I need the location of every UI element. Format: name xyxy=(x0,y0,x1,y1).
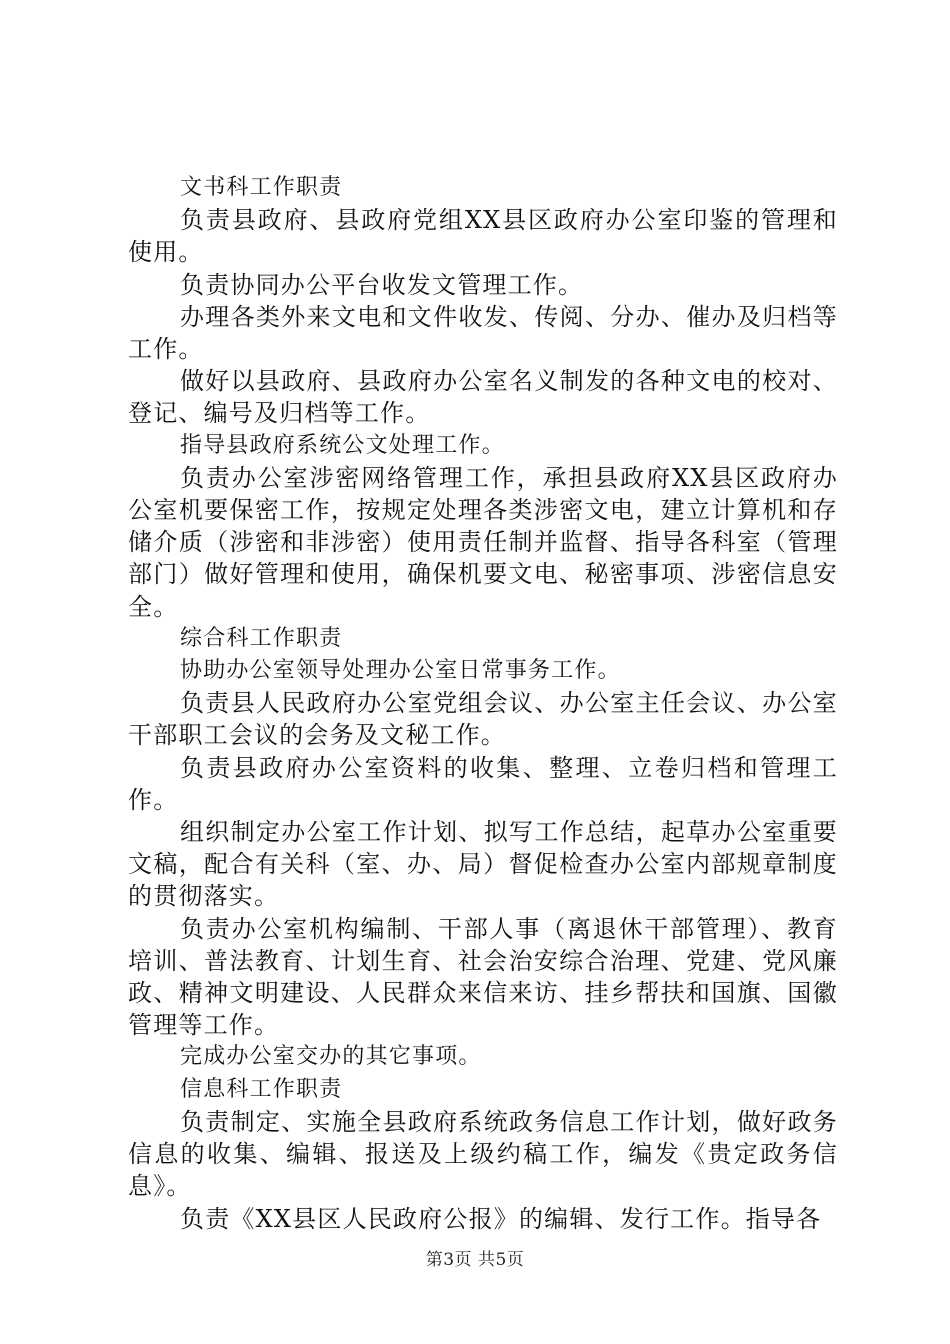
paragraph: 组织制定办公室工作计划、拟写工作总结，起草办公室重要文稿，配合有关科（室、办、局）督促检查办公室内部规章制度的贯彻落实。 xyxy=(128,818,838,911)
paragraph: 负责协同办公平台收发文管理工作。 xyxy=(180,270,584,299)
paragraph: 完成办公室交办的其它事项。 xyxy=(180,1044,482,1070)
paragraph: 负责制定、实施全县政府系统政务信息工作计划，做好政务信息的收集、编辑、报送及上级约稿工作，编发《贵定政务信息》。 xyxy=(128,1107,838,1201)
paragraph: 负责县政府、县政府党组XX县区政府办公室印鉴的管理和使用。 xyxy=(128,206,838,267)
paragraph: 负责办公室涉密网络管理工作，承担县政府XX县区政府办公室机要保密工作，按规定处理各类涉密文电，建立计算机和存储介质（涉密和非涉密）使用责任制并监督、指导各科室（管理部门）做好管理和使用，确保机要文电、秘密事项、涉密信息安全。 xyxy=(128,463,838,621)
section-heading-wenshu: 文书科工作职责 xyxy=(180,175,343,200)
paragraph: 负责县政府办公室资料的收集、整理、立卷归档和管理工作。 xyxy=(128,753,838,814)
paragraph: 做好以县政府、县政府办公室名义制发的各种文电的校对、登记、编号及归档等工作。 xyxy=(128,367,838,428)
section-heading-xinxi: 信息科工作职责 xyxy=(180,1076,343,1102)
paragraph: 负责《XX县区人民政府公报》的编辑、发行工作。指导各 xyxy=(180,1204,822,1233)
page-number-footer: 第3页 共5页 xyxy=(425,1250,525,1270)
paragraph: 负责办公室机构编制、干部人事（离退休干部管理）、教育培训、普法教育、计划生育、社会治安综合治理、党建、党风廉政、精神文明建设、人民群众来信来访、挂乡帮扶和国旗、国徽管理等工作。 xyxy=(128,914,838,1040)
paragraph: 办理各类外来文电和文件收发、传阅、分办、催办及归档等工作。 xyxy=(128,302,838,364)
paragraph: 指导县政府系统公文处理工作。 xyxy=(180,432,505,458)
section-heading-zonghe: 综合科工作职责 xyxy=(180,625,343,651)
document-body xyxy=(128,172,838,1235)
paragraph: 协助办公室领导处理办公室日常事务工作。 xyxy=(180,658,621,684)
paragraph: 负责县人民政府办公室党组会议、办公室主任会议、办公室干部职工会议的会务及文秘工作。 xyxy=(128,689,838,750)
